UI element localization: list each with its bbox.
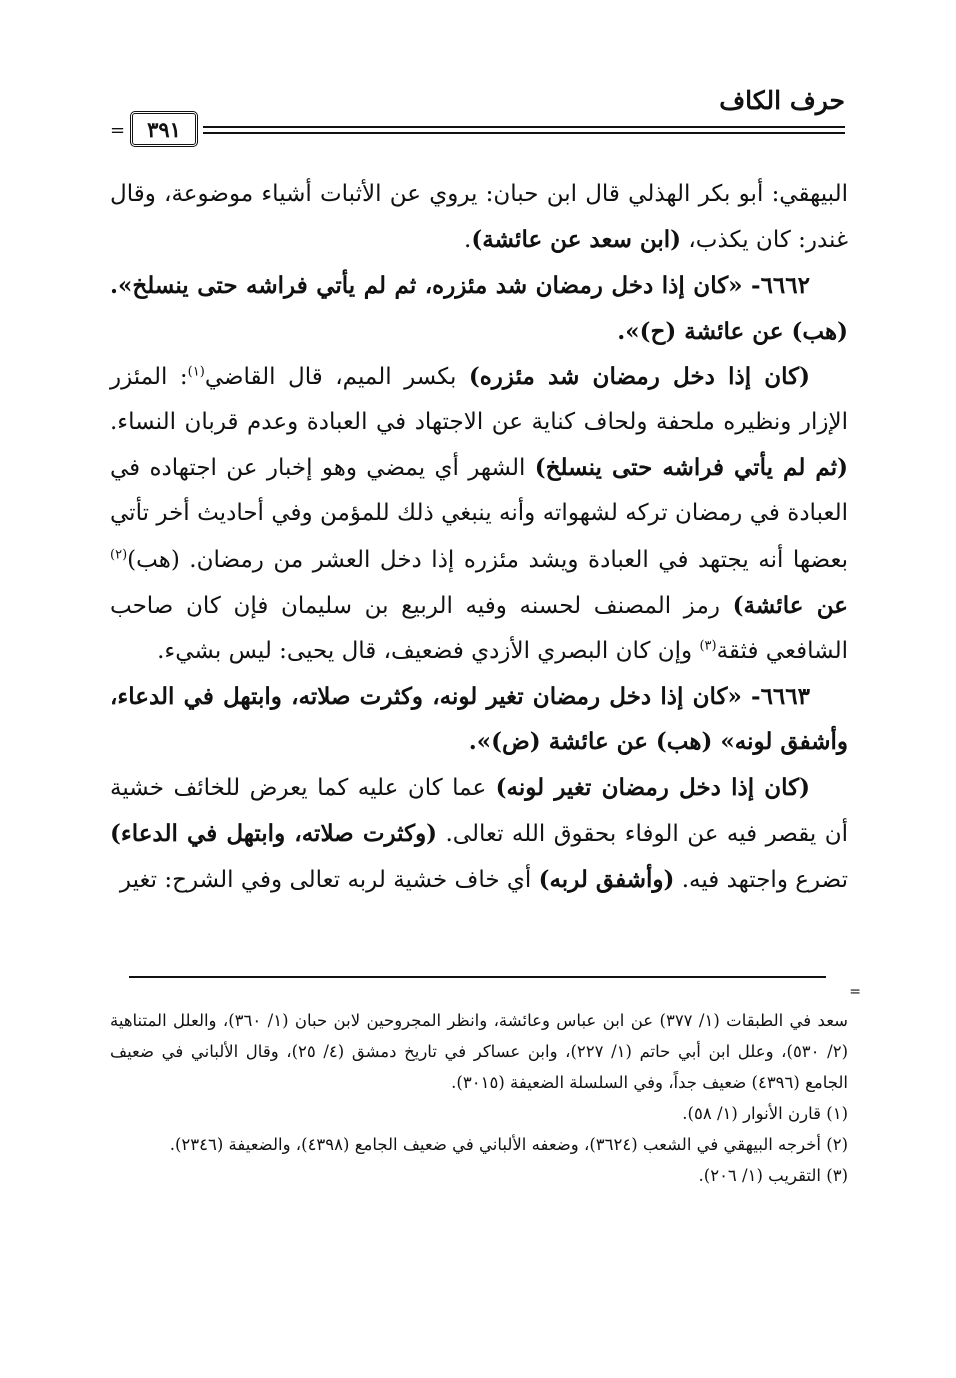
commentary-6662: (كان إذا دخل رمضان شد مئزره) بكسر الميم، قال القاضي$^{(١)}$: المئزر الإزار ونظيره ملحفة ولحاف كناية عن الاجتهاد في العبادة وعدم قربان النساء. (ثم لم يأتي فراشه حتى ينسلخ) الشهر أي يمضي وهو إخبار عن اجتهاده في العبادة في رمضان تركه لشهواته وأنه ينبغي ذلك للمؤمن وفي أحاديث أخر تأتي بعضها أنه يجتهد في العبادة ويشد مئزره إذا دخل العشر من رمضان. (هب)$^{(٢)}$ عن عائشة) رمز المصنف لحسنه وفيه الربيع بن سليمان فإن كان صاحب الشافعي فثقة$^{(٣)}$ وإن كان البصري الأزدي فضعيف، قال يحيى: ليس بشيء. — [110, 362, 848, 665]
page-header — [110, 86, 845, 148]
hadith-6662: ٦٦٦٢- «كان إذا دخل رمضان شد مئزره، ثم لم يأتي فراشه حتى ينسلخ». (هب) عن عائشة (ح)». — [110, 272, 848, 345]
hadith-6663: ٦٦٦٣- «كان إذا دخل رمضان تغير لونه، وكثرت صلاته، وابتهل في الدعاء، وأشفق لونه» (هب) عن عائشة (ض)». — [110, 683, 848, 756]
commentary-6663: (كان إذا دخل رمضان تغير لونه) عما كان عليه كما يعرض للخائف خشية أن يقصر فيه عن الوفاء بحقوق الله تعالى. (وكثرت صلاته، وابتهل في الدعاء) تضرع واجتهد فيه. (وأشفق لربه) أي خاف خشية لربه تعالى وفي الشرح: تغير — [110, 773, 848, 894]
footnote-1: (١) قارن الأنوار (١/ ٥٨). — [682, 1104, 848, 1123]
main-text — [110, 172, 848, 903]
footnote-ref-1[interactable]: (١) — [187, 364, 205, 380]
footnotes — [110, 1005, 848, 1191]
footnote-2: (٢) أخرجه البيهقي في الشعب (٣٦٢٤)، وضعفه الألباني في ضعيف الجامع (٤٣٩٨)، والضعيفة (٢٣٤٦). — [169, 1135, 848, 1154]
footnote-ref-2[interactable]: (٢) — [110, 546, 128, 562]
footnote-3: (٣) التقريب (١/ ٢٠٦). — [698, 1166, 848, 1185]
page-number: ٣٩١ — [130, 111, 198, 147]
chapter-title: حرف الكاف — [719, 86, 845, 115]
source-citation: (ابن سعد عن عائشة) — [471, 226, 682, 254]
footnote-divider — [129, 976, 826, 978]
intro-paragraph: البيهقي: أبو بكر الهذلي قال ابن حبان: يروي عن الأثبات أشياء موضوعة، وقال غندر: كان يكذب، (ابن سعد عن عائشة). — [110, 181, 848, 254]
footnote-ref-3[interactable]: (٣) — [699, 638, 717, 654]
footnote-continuation: سعد في الطبقات (١/ ٣٧٧) عن ابن عباس وعائشة، وانظر المجروحين لابن حبان (١/ ٣٦٠)، والعلل المتناهية (٢/ ٥٣٠)، وعلل ابن أبي حاتم (١/ ٢٢٧)، وابن عساكر في تاريخ دمشق (٤/ ٢٥)، وقال الألباني في ضعيف الجامع (٤٣٩٦) ضعيف جداً، وفي السلسلة الضعيفة (٣٠١٥). — [110, 1011, 849, 1092]
footnote-continuation-mark: = — [849, 984, 861, 1000]
header-ornament: = — [110, 120, 126, 141]
header-rule — [203, 126, 845, 134]
